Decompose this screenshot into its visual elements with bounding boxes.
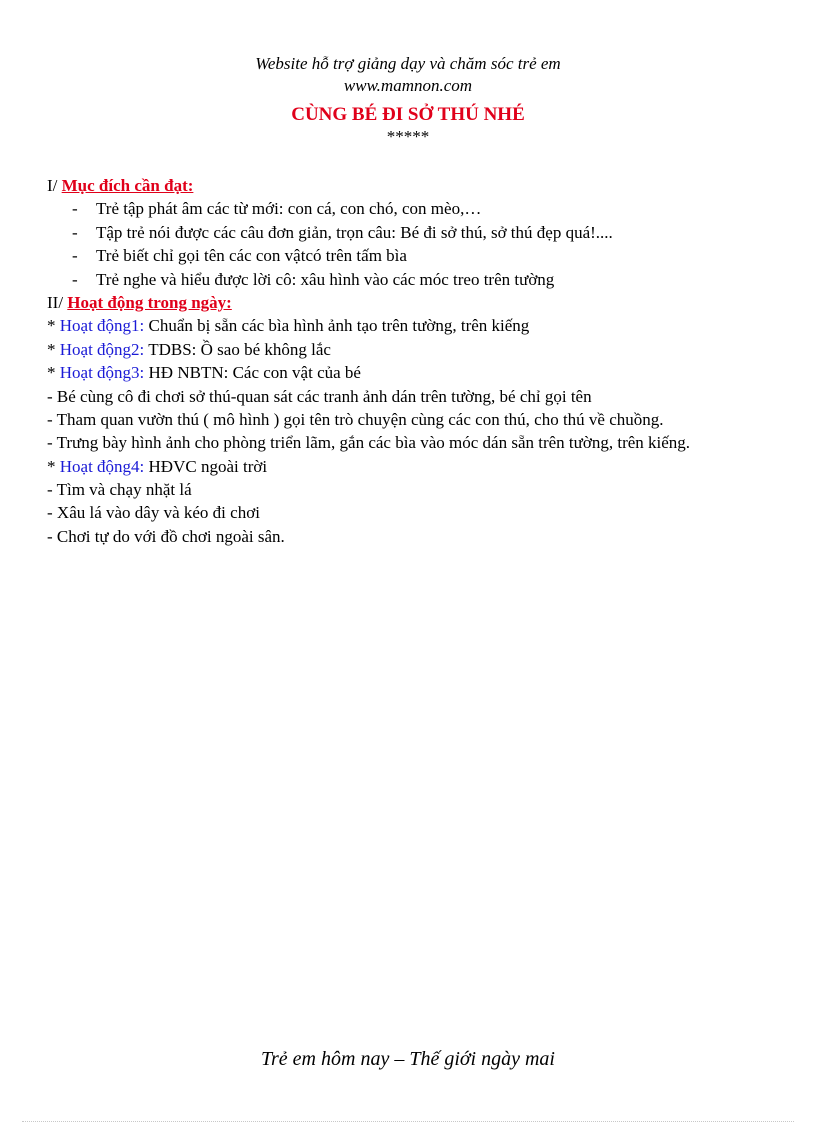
activity-3-detail: - Bé cùng cô đi chơi sở thú-quan sát các tranh ảnh dán trên tường, bé chỉ gọi tên (47, 386, 592, 406)
purpose-item (47, 221, 787, 244)
purpose-item (47, 268, 787, 291)
section-number: II/ (47, 292, 68, 312)
activity-4-detail: - Tìm và chạy nhặt lá (47, 480, 192, 500)
title-separator-stars: ***** (386, 127, 430, 146)
section-heading-purpose (47, 174, 787, 197)
activity-bullet: * (47, 339, 60, 359)
purpose-item (47, 197, 787, 220)
purpose-item-text: Trẻ tập phát âm các từ mới: con cá, con chó, con mèo,… (96, 199, 482, 219)
activity-name: Hoạt động4: (59, 456, 145, 476)
activity-text: HĐ NBTN: Các con vật của bé (144, 363, 361, 383)
activity-bullet: * (47, 316, 60, 336)
activity-1 (47, 314, 787, 337)
activity-4 (47, 455, 787, 478)
activity-bullet: * (47, 456, 60, 476)
page-bottom-divider (22, 1121, 794, 1122)
bullet-dash: - (72, 269, 78, 289)
document-body (47, 174, 787, 548)
activity-text: HĐVC ngoài trời (144, 456, 268, 476)
website-description: Website hỗ trợ giảng dạy và chăm sóc trẻ em (255, 54, 561, 73)
activity-bullet: * (47, 363, 60, 383)
website-url: www.mamnon.com (343, 76, 473, 95)
purpose-item (47, 244, 787, 267)
activity-3 (47, 361, 787, 384)
activity-text: TDBS: Ồ sao bé không lắc (144, 339, 331, 359)
activity-4-detail: - Chơi tự do với đồ chơi ngoài sân. (47, 526, 285, 546)
bullet-dash: - (72, 222, 78, 242)
activity-3-detail: - Trưng bày hình ảnh cho phòng triển lãm, gắn các bìa vào móc dán sẵn trên tường, trên kiếng. (47, 433, 691, 453)
activity-3-detail: - Tham quan vườn thú ( mô hình ) gọi tên trò chuyện cùng các con thú, cho thú về chuồng. (47, 409, 664, 429)
activity-4-detail: - Xâu lá vào dây và kéo đi chơi (47, 503, 260, 523)
section-number: I/ (47, 176, 62, 195)
footer-motto: Trẻ em hôm nay – Thế giới ngày mai (261, 1048, 555, 1070)
activity-name: Hoạt động2: (59, 339, 145, 359)
bullet-dash: - (72, 199, 78, 219)
activity-text: Chuẩn bị sẵn các bìa hình ảnh tạo trên tường, trên kiếng (144, 316, 530, 336)
section-heading-activities (47, 291, 787, 314)
activity-name: Hoạt động1: (59, 316, 145, 336)
purpose-item-text: Trẻ nghe và hiểu được lời cô: xâu hình vào các móc treo trên tường (96, 269, 555, 289)
purpose-item-text: Tập trẻ nói được các câu đơn giản, trọn câu: Bé đi sở thú, sở thú đẹp quá!.... (96, 222, 613, 242)
purpose-item-text: Trẻ biết chỉ gọi tên các con vậtcó trên tấm bìa (96, 246, 407, 266)
activity-name: Hoạt động3: (59, 363, 145, 383)
activity-2 (47, 338, 787, 361)
section-title: Mục đích cần đạt: (61, 176, 194, 195)
bullet-dash: - (72, 246, 78, 266)
section-title: Hoạt động trong ngày: (67, 292, 232, 312)
document-title: CÙNG BÉ ĐI SỞ THÚ NHÉ (291, 104, 525, 125)
